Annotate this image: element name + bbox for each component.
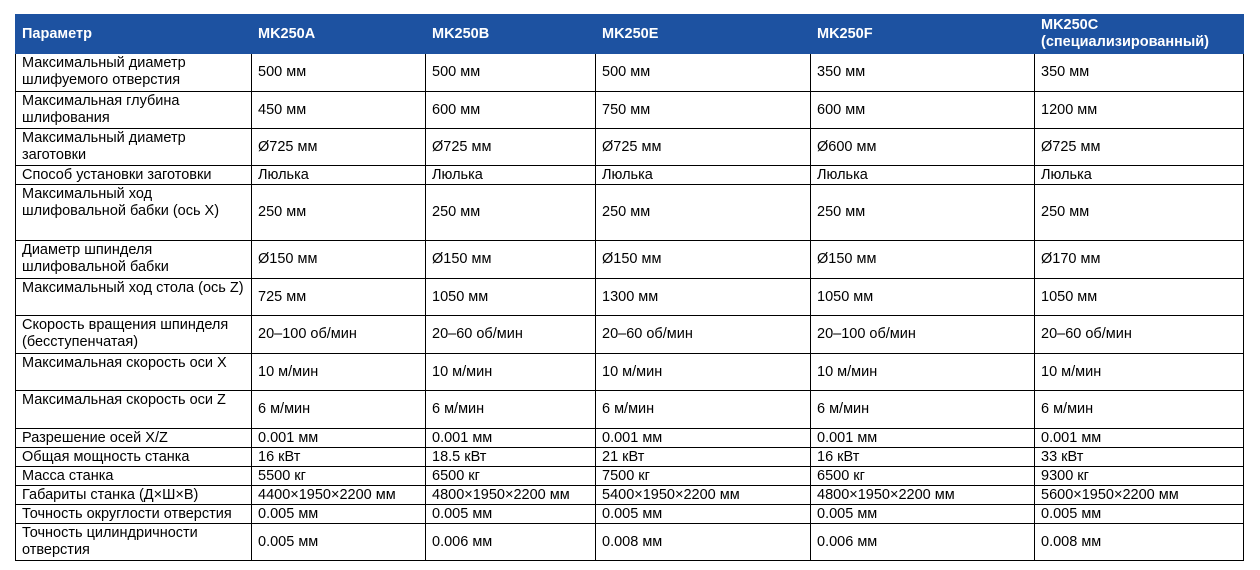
table-row: [16, 166, 1244, 185]
parameter-cell: Максимальный ход стола (ось Z): [16, 279, 252, 316]
table-row: [16, 279, 1244, 316]
value-cell: 250 мм: [426, 185, 596, 241]
table-row: [16, 391, 1244, 429]
value-cell: 10 м/мин: [596, 354, 811, 391]
value-cell: Ø725 мм: [596, 129, 811, 166]
parameter-cell: Максимальная скорость оси Z: [16, 391, 252, 429]
parameter-cell: Точность округлости отверстия: [16, 505, 252, 524]
table-row: [16, 129, 1244, 166]
value-cell: 750 мм: [596, 92, 811, 129]
value-cell: 0.008 мм: [1035, 524, 1244, 561]
value-cell: Ø150 мм: [596, 241, 811, 279]
value-cell: 21 кВт: [596, 448, 811, 467]
value-cell: 500 мм: [426, 54, 596, 92]
value-cell: 600 мм: [811, 92, 1035, 129]
value-cell: 4400×1950×2200 мм: [252, 486, 426, 505]
value-cell: 500 мм: [252, 54, 426, 92]
value-cell: 500 мм: [596, 54, 811, 92]
value-cell: 250 мм: [811, 185, 1035, 241]
value-cell: Люлька: [252, 166, 426, 185]
value-cell: 16 кВт: [252, 448, 426, 467]
value-cell: 1300 мм: [596, 279, 811, 316]
value-cell: Люлька: [596, 166, 811, 185]
value-cell: 20–60 об/мин: [426, 316, 596, 354]
value-cell: 10 м/мин: [811, 354, 1035, 391]
value-cell: 350 мм: [1035, 54, 1244, 92]
value-cell: 1050 мм: [426, 279, 596, 316]
table-row: [16, 429, 1244, 448]
table-row: [16, 92, 1244, 129]
value-cell: 0.005 мм: [252, 524, 426, 561]
value-cell: 5600×1950×2200 мм: [1035, 486, 1244, 505]
value-cell: 0.005 мм: [426, 505, 596, 524]
value-cell: 1050 мм: [811, 279, 1035, 316]
parameter-cell: Скорость вращения шпинделя (бесступенчатая): [16, 316, 252, 354]
value-cell: 0.006 мм: [426, 524, 596, 561]
value-cell: Люлька: [1035, 166, 1244, 185]
table-row: [16, 185, 1244, 241]
value-cell: 0.001 мм: [596, 429, 811, 448]
value-cell: 33 кВт: [1035, 448, 1244, 467]
value-cell: 6 м/мин: [426, 391, 596, 429]
parameter-cell: Разрешение осей X/Z: [16, 429, 252, 448]
value-cell: 4800×1950×2200 мм: [426, 486, 596, 505]
value-cell: Ø725 мм: [426, 129, 596, 166]
value-cell: 350 мм: [811, 54, 1035, 92]
value-cell: Ø600 мм: [811, 129, 1035, 166]
value-cell: Ø725 мм: [252, 129, 426, 166]
value-cell: 0.008 мм: [596, 524, 811, 561]
value-cell: 0.001 мм: [811, 429, 1035, 448]
value-cell: 6 м/мин: [1035, 391, 1244, 429]
header-cell-mk250b: MK250B: [426, 15, 596, 54]
value-cell: 6 м/мин: [811, 391, 1035, 429]
value-cell: Люлька: [426, 166, 596, 185]
value-cell: 250 мм: [1035, 185, 1244, 241]
value-cell: 9300 кг: [1035, 467, 1244, 486]
value-cell: 0.001 мм: [252, 429, 426, 448]
value-cell: Ø150 мм: [426, 241, 596, 279]
value-cell: 6 м/мин: [252, 391, 426, 429]
value-cell: Ø150 мм: [811, 241, 1035, 279]
value-cell: 1050 мм: [1035, 279, 1244, 316]
table-row: [16, 241, 1244, 279]
value-cell: 600 мм: [426, 92, 596, 129]
header-row: [16, 15, 1244, 54]
table-row: [16, 505, 1244, 524]
parameter-cell: Максимальный диаметр шлифуемого отверстия: [16, 54, 252, 92]
value-cell: 0.005 мм: [596, 505, 811, 524]
header-cell-mk250f: MK250F: [811, 15, 1035, 54]
value-cell: 18.5 кВт: [426, 448, 596, 467]
parameter-cell: Максимальная глубина шлифования: [16, 92, 252, 129]
value-cell: Люлька: [811, 166, 1035, 185]
parameter-cell: Способ установки заготовки: [16, 166, 252, 185]
value-cell: 20–60 об/мин: [596, 316, 811, 354]
value-cell: 0.005 мм: [811, 505, 1035, 524]
header-cell-mk250e: MK250E: [596, 15, 811, 54]
value-cell: 6500 кг: [811, 467, 1035, 486]
value-cell: 0.001 мм: [1035, 429, 1244, 448]
value-cell: 7500 кг: [596, 467, 811, 486]
value-cell: 20–100 об/мин: [811, 316, 1035, 354]
value-cell: 5500 кг: [252, 467, 426, 486]
value-cell: 6 м/мин: [596, 391, 811, 429]
value-cell: 1200 мм: [1035, 92, 1244, 129]
table-row: [16, 486, 1244, 505]
value-cell: 10 м/мин: [252, 354, 426, 391]
specs-table: [15, 14, 1244, 561]
parameter-cell: Точность цилиндричности отверстия: [16, 524, 252, 561]
value-cell: 450 мм: [252, 92, 426, 129]
table-row: [16, 448, 1244, 467]
table-body: [16, 54, 1244, 561]
parameter-cell: Габариты станка (Д×Ш×В): [16, 486, 252, 505]
header-cell-mk250c: MK250C (специализированный): [1035, 15, 1244, 54]
value-cell: 6500 кг: [426, 467, 596, 486]
parameter-cell: Максимальная скорость оси X: [16, 354, 252, 391]
value-cell: 5400×1950×2200 мм: [596, 486, 811, 505]
table-row: [16, 467, 1244, 486]
value-cell: 16 кВт: [811, 448, 1035, 467]
value-cell: 10 м/мин: [1035, 354, 1244, 391]
table-row: [16, 54, 1244, 92]
parameter-cell: Масса станка: [16, 467, 252, 486]
value-cell: 0.001 мм: [426, 429, 596, 448]
value-cell: 250 мм: [252, 185, 426, 241]
table-row: [16, 316, 1244, 354]
parameter-cell: Максимальный ход шлифовальной бабки (ось X): [16, 185, 252, 241]
value-cell: 0.005 мм: [1035, 505, 1244, 524]
value-cell: Ø170 мм: [1035, 241, 1244, 279]
table-row: [16, 524, 1244, 561]
value-cell: 0.005 мм: [252, 505, 426, 524]
parameter-cell: Диаметр шпинделя шлифовальной бабки: [16, 241, 252, 279]
header-cell-parameter: Параметр: [16, 15, 252, 54]
value-cell: Ø725 мм: [1035, 129, 1244, 166]
header-cell-mk250a: MK250A: [252, 15, 426, 54]
value-cell: Ø150 мм: [252, 241, 426, 279]
value-cell: 250 мм: [596, 185, 811, 241]
value-cell: 0.006 мм: [811, 524, 1035, 561]
value-cell: 725 мм: [252, 279, 426, 316]
value-cell: 10 м/мин: [426, 354, 596, 391]
parameter-cell: Максимальный диаметр заготовки: [16, 129, 252, 166]
value-cell: 20–60 об/мин: [1035, 316, 1244, 354]
table-row: [16, 354, 1244, 391]
value-cell: 20–100 об/мин: [252, 316, 426, 354]
value-cell: 4800×1950×2200 мм: [811, 486, 1035, 505]
parameter-cell: Общая мощность станка: [16, 448, 252, 467]
